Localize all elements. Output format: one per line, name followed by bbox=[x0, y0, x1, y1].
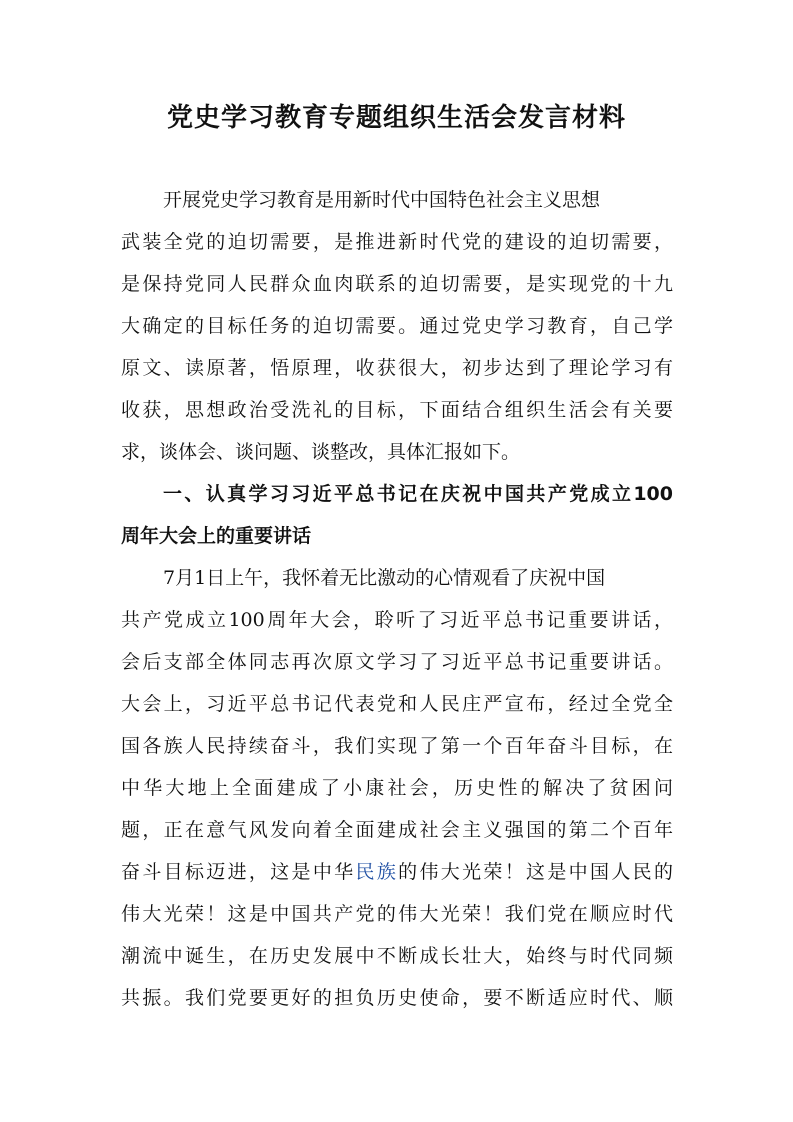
paragraph-line: 共产党成立100周年大会，聆听了习近平总书记重要讲话， bbox=[121, 609, 673, 631]
paragraph-line: 是保持党同人民群众血肉联系的迫切需要，是实现党的十九 bbox=[121, 273, 673, 295]
paragraph-line: 开展党史学习教育是用新时代中国特色社会主义思想 bbox=[163, 189, 601, 211]
paragraph-line bbox=[121, 852, 673, 892]
minzu-link[interactable]: 民族 bbox=[355, 861, 399, 883]
paragraph-line: 大会上，习近平总书记代表党和人民庄严宣布，经过全党全 bbox=[121, 693, 673, 715]
paragraph-line: 求，谈体会、谈问题、谈整改，具体汇报如下。 bbox=[121, 441, 521, 463]
paragraph-line: 武装全党的迫切需要，是推进新时代党的建设的迫切需要， bbox=[121, 231, 673, 253]
paragraph-line: 国各族人民持续奋斗，我们实现了第一个百年奋斗目标，在 bbox=[121, 735, 673, 757]
paragraph-line: 中华大地上全面建成了小康社会，历史性的解决了贫困问 bbox=[121, 777, 673, 799]
paragraph-line: 潮流中诞生，在历史发展中不断成长壮大，始终与时代同频 bbox=[121, 945, 673, 967]
section-heading-line: 一、认真学习习近平总书记在庆祝中国共产党成立100 bbox=[163, 483, 673, 505]
text-span: 的伟大光荣！这是中国人民的 bbox=[398, 861, 673, 883]
text-span: 奋斗目标迈进，这是中华 bbox=[121, 861, 356, 883]
paragraph-line: 共振。我们党要更好的担负历史使命，要不断适应时代、顺 bbox=[121, 987, 673, 1009]
paragraph-line: 会后支部全体同志再次原文学习了习近平总书记重要讲话。 bbox=[121, 651, 673, 673]
section-heading-line: 周年大会上的重要讲话 bbox=[121, 525, 312, 547]
document-title: 党史学习教育专题组织生活会发言材料 bbox=[166, 103, 626, 133]
paragraph-line: 题，正在意气风发向着全面建成社会主义强国的第二个百年 bbox=[121, 819, 673, 841]
paragraph-line: 7月1日上午，我怀着无比激动的心情观看了庆祝中国 bbox=[163, 567, 606, 589]
paragraph-line: 原文、读原著，悟原理，收获很大，初步达到了理论学习有 bbox=[121, 357, 673, 379]
paragraph-line: 收获，思想政治受洗礼的目标，下面结合组织生活会有关要 bbox=[121, 399, 673, 421]
paragraph-line: 伟大光荣！这是中国共产党的伟大光荣！我们党在顺应时代 bbox=[121, 903, 673, 925]
paragraph-line: 大确定的目标任务的迫切需要。通过党史学习教育，自己学 bbox=[121, 315, 673, 337]
